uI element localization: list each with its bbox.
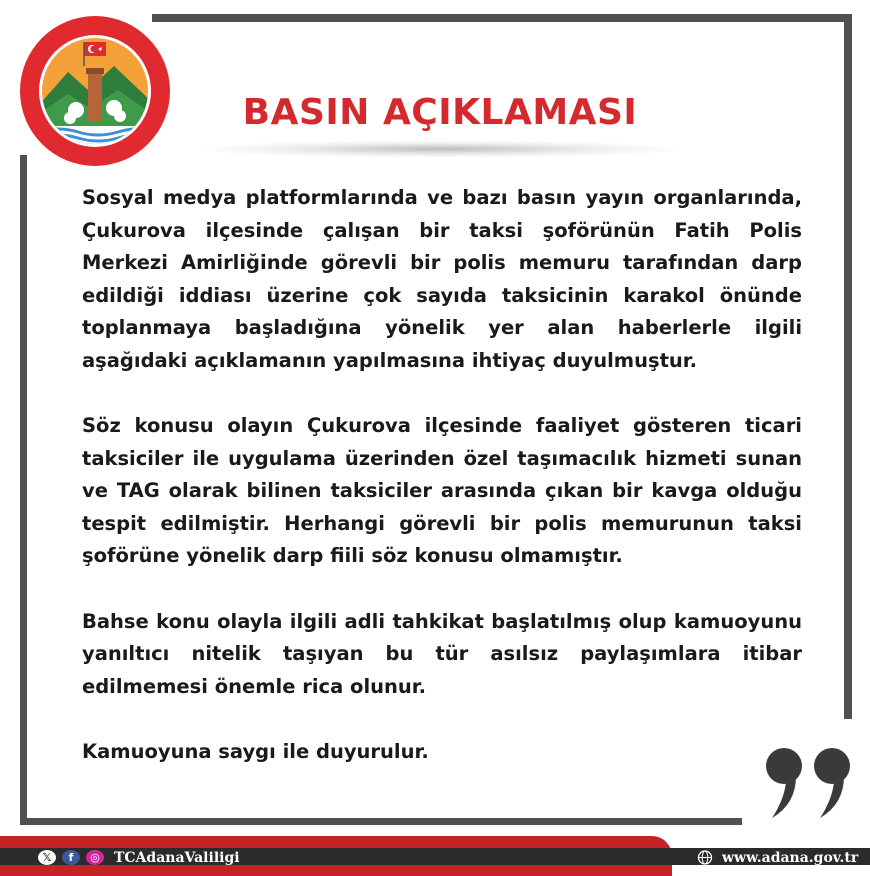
frame-right-border bbox=[844, 14, 852, 719]
globe-icon bbox=[696, 850, 714, 865]
social-handle[interactable]: TCAdanaValiligi bbox=[114, 849, 240, 866]
frame-left-border bbox=[20, 155, 27, 825]
paragraph-1: Sosyal medya platformlarında ve bazı basın yayın organlarında, Çukurova ilçesinde çalışan bir taksi şoförünün Fatih Polis Merkezi Amirliğinde görevli bir polis memuru tarafından darp edildiği iddiası üzerine çok sayıda taksicinin karakol önünde toplanmaya başladığına yönelik yer alan haberlerle ilgili aşağıdaki açıklamanın yapılmasına ihtiyaç duyulmuştur. bbox=[82, 186, 802, 372]
facebook-icon[interactable]: f bbox=[62, 850, 80, 865]
page-title: BASIN AÇIKLAMASI bbox=[242, 92, 638, 133]
statement-body bbox=[82, 182, 802, 769]
website-link[interactable] bbox=[696, 850, 858, 865]
closing-quote-icon bbox=[762, 742, 858, 822]
adana-valiligi-logo bbox=[18, 14, 172, 168]
social-links bbox=[38, 850, 240, 865]
frame-top-border bbox=[152, 14, 852, 22]
frame-bottom-border bbox=[20, 818, 742, 825]
title-underline-shadow bbox=[190, 140, 690, 158]
instagram-icon[interactable]: ◎ bbox=[86, 850, 104, 865]
paragraph-3: Bahse konu olayla ilgili adli tahkikat başlatılmış olup kamuoyunu yanıltıcı nitelik taşıyan bu tür asılsız paylaşımlara itibar edilmemesi önemle rica olunur. bbox=[82, 609, 802, 698]
website-url[interactable]: www.adana.gov.tr bbox=[722, 849, 859, 866]
paragraph-2: Söz konusu olayın Çukurova ilçesinde faaliyet gösteren ticari taksiciler ile uygulama üzerinden özel taşımacılık hizmeti sunan ve TAG olarak bilinen taksiciler arasında çıkan bir kavga olduğu tespit edilmiştir. Herhangi görevli bir polis memurunun taksi şoförüne yönelik darp fiili söz konusu olmamıştır. bbox=[82, 414, 802, 567]
x-icon[interactable]: 𝕏 bbox=[38, 850, 56, 865]
paragraph-closing: Kamuoyuna saygı ile duyurulur. bbox=[82, 740, 429, 763]
